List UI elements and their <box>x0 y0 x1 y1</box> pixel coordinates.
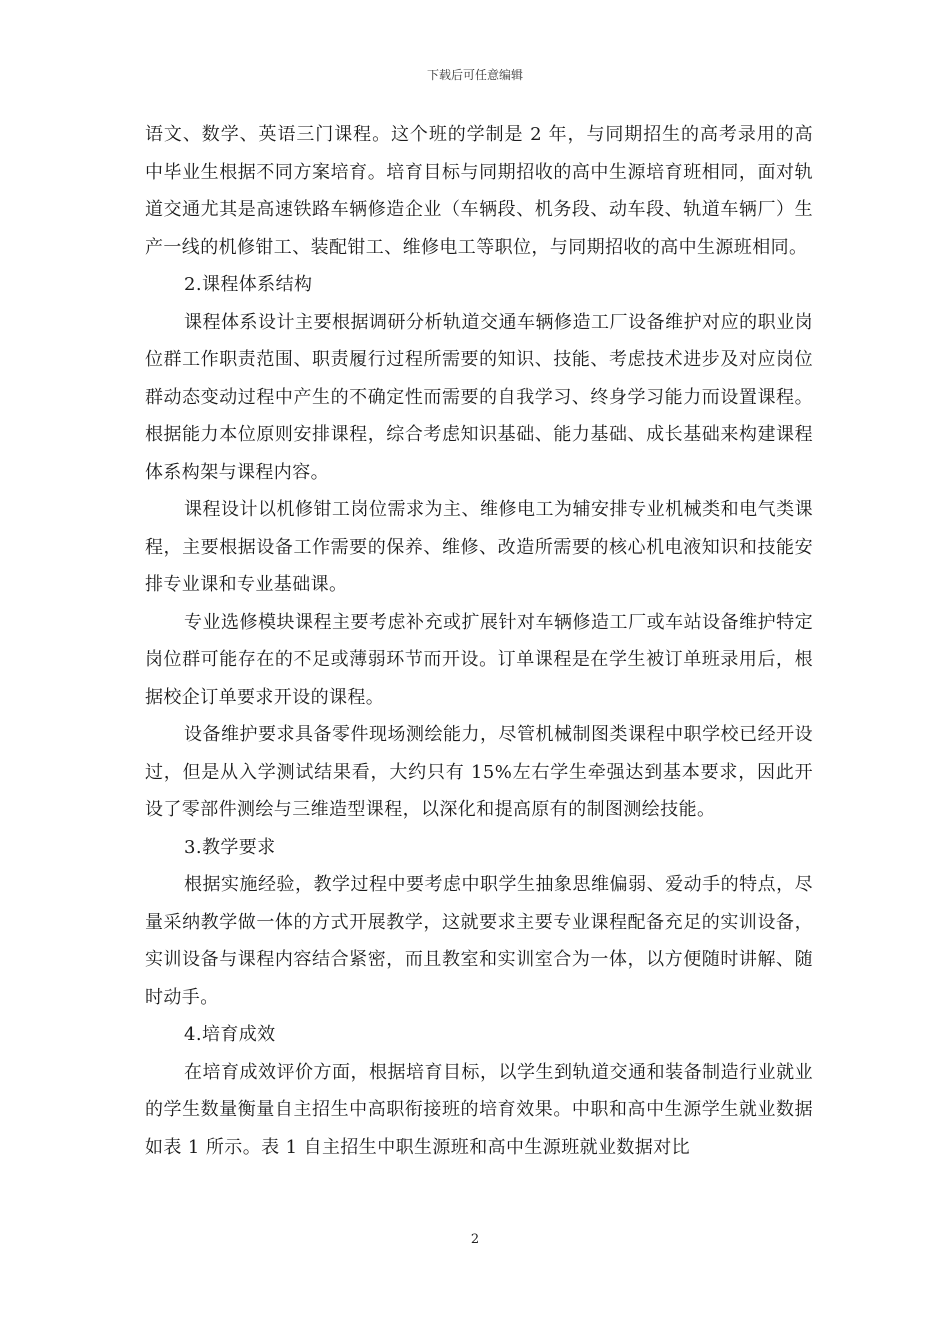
paragraph-curriculum-design-basis: 课程体系设计主要根据调研分析轨道交通车辆修造工厂设备维护对应的职业岗位群工作职责范围、职责履行过程所需要的知识、技能、考虑技术进步及对应岗位群动态变动过程中产生的不确定性而需要的自我学习、终身学习能力而设置课程。根据能力本位原则安排课程，综合考虑知识基础、能力基础、成长基础来构建课程体系构架与课程内容。 <box>145 311 813 483</box>
section-heading-curriculum-structure: 2.课程体系结构 <box>184 274 313 295</box>
page-header-note: 下载后可任意编辑 <box>426 68 523 82</box>
section-heading-training-outcomes: 4.培育成效 <box>184 1024 276 1045</box>
paragraph-elective-modules: 专业选修模块课程主要考虑补充或扩展针对车辆修造工厂或车站设备维护特定岗位群可能存在的不足或薄弱环节而开设。订单课程是在学生被订单班录用后，根据校企订单要求开设的课程。 <box>145 611 813 708</box>
document-body <box>145 116 813 1166</box>
page-number: 2 <box>470 1232 480 1247</box>
section-heading-teaching-requirements: 3.教学要求 <box>184 836 276 858</box>
paragraph-teaching-approach: 根据实施经验，教学过程中要考虑中职学生抽象思维偏弱、爱动手的特点，尽量采纳教学做一体的方式开展教学，这就要求主要专业课程配备充足的实训设备，实训设备与课程内容结合紧密，而且教室和实训室合为一体，以方便随时讲解、随时动手。 <box>145 874 813 1008</box>
paragraph-continuation: 语文、数学、英语三门课程。这个班的学制是 2 年，与同期招生的高考录用的高中毕业生根据不同方案培育。培育目标与同期招收的高中生源培育班相同，面对轨道交通尤其是高速铁路车辆修造企业（车辆段、机务段、动车段、轨道车辆厂）生产一线的机修钳工、装配钳工、维修电工等职位，与同期招收的高中生源班相同。 <box>145 124 813 258</box>
paragraph-outcome-evaluation: 在培育成效评价方面，根据培育目标，以学生到轨道交通和装备制造行业就业的学生数量衡量自主招生中高职衔接班的培育效果。中职和高中生源学生就业数据如表 1 所示。表 1 自主招生中职生源班和高中生源班就业数据对比 <box>145 1061 813 1158</box>
paragraph-surveying-skills: 设备维护要求具备零件现场测绘能力，尽管机械制图类课程中职学校已经开设过，但是从入学测试结果看，大约只有 15%左右学生牵强达到基本要求，因此开设了零部件测绘与三维造型课程，以深化和提高原有的制图测绘技能。 <box>145 724 813 820</box>
paragraph-course-design: 课程设计以机修钳工岗位需求为主、维修电工为辅安排专业机械类和电气类课程，主要根据设备工作需要的保养、维修、改造所需要的核心机电液知识和技能安排专业课和专业基础课。 <box>145 499 813 595</box>
